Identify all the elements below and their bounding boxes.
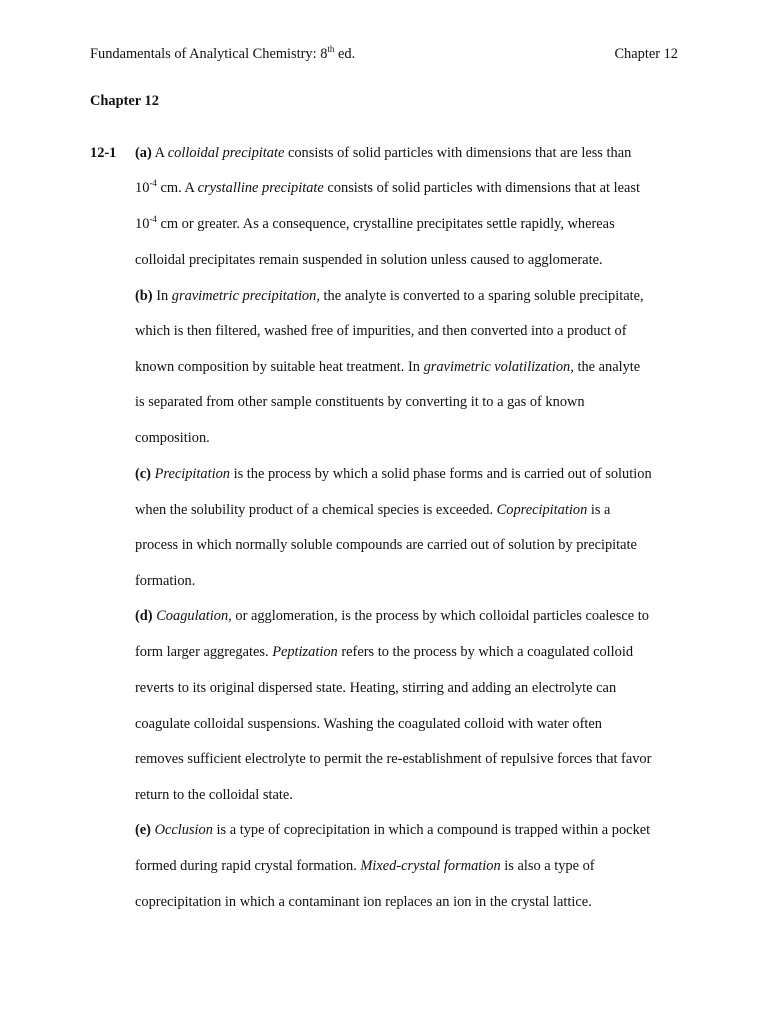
text-line: process in which normally soluble compounds are carried out of solution by precipitate [135,537,637,553]
header-book-title: Fundamentals of Analytical Chemistry: 8th ed. [90,44,356,62]
text-line: (a) A colloidal precipitate consists of solid particles with dimensions that are less than [135,145,632,161]
text-line: form larger aggregates. Peptization refers to the process by which a coagulated colloid [135,644,634,660]
chapter-title: Chapter 12 [90,93,159,109]
text-line: (c) Precipitation is the process by which a solid phase forms and is carried out of solution [135,466,652,482]
text-line: formation. [135,573,196,589]
text-line: composition. [135,430,210,446]
text-line: formed during rapid crystal formation. Mixed-crystal formation is also a type of [135,858,595,874]
text-line: coagulate colloidal suspensions. Washing the coagulated colloid with water often [135,716,602,732]
text-line: (b) In gravimetric precipitation, the analyte is converted to a sparing soluble precipitate, [135,288,644,304]
text-line: (e) Occlusion is a type of coprecipitation in which a compound is trapped within a pocket [135,822,651,838]
text-line: known composition by suitable heat treatment. In gravimetric volatilization, the analyte [135,359,641,375]
page-header [90,46,678,66]
text-line: $10^{-4}$ cm or greater. As a consequence, crystalline precipitates settle rapidly, whereas [135,214,615,232]
text-line: is separated from other sample constituents by converting it to a gas of known [135,394,585,410]
text-line: when the solubility product of a chemical species is exceeded. Coprecipitation is a [135,502,611,518]
text-line: which is then filtered, washed free of impurities, and then converted into a product of [135,323,627,339]
header-chapter: Chapter 12 [614,46,678,62]
text-line: reverts to its original dispersed state. Heating, stirring and adding an electrolyte can [135,680,617,696]
text-line: removes sufficient electrolyte to permit the re-establishment of repulsive forces that favor [135,751,652,767]
text-line: $10^{-4}$ cm. A crystalline precipitate consists of solid particles with dimensions that at least [135,178,640,196]
problem-number: 12-1 [90,145,117,161]
text-line: return to the colloidal state. [135,787,293,803]
text-line: (d) Coagulation, or agglomeration, is the process by which colloidal particles coalesce to [135,608,649,624]
text-line: colloidal precipitates remain suspended in solution unless caused to agglomerate. [135,252,603,268]
text-line: coprecipitation in which a contaminant ion replaces an ion in the crystal lattice. [135,894,592,910]
